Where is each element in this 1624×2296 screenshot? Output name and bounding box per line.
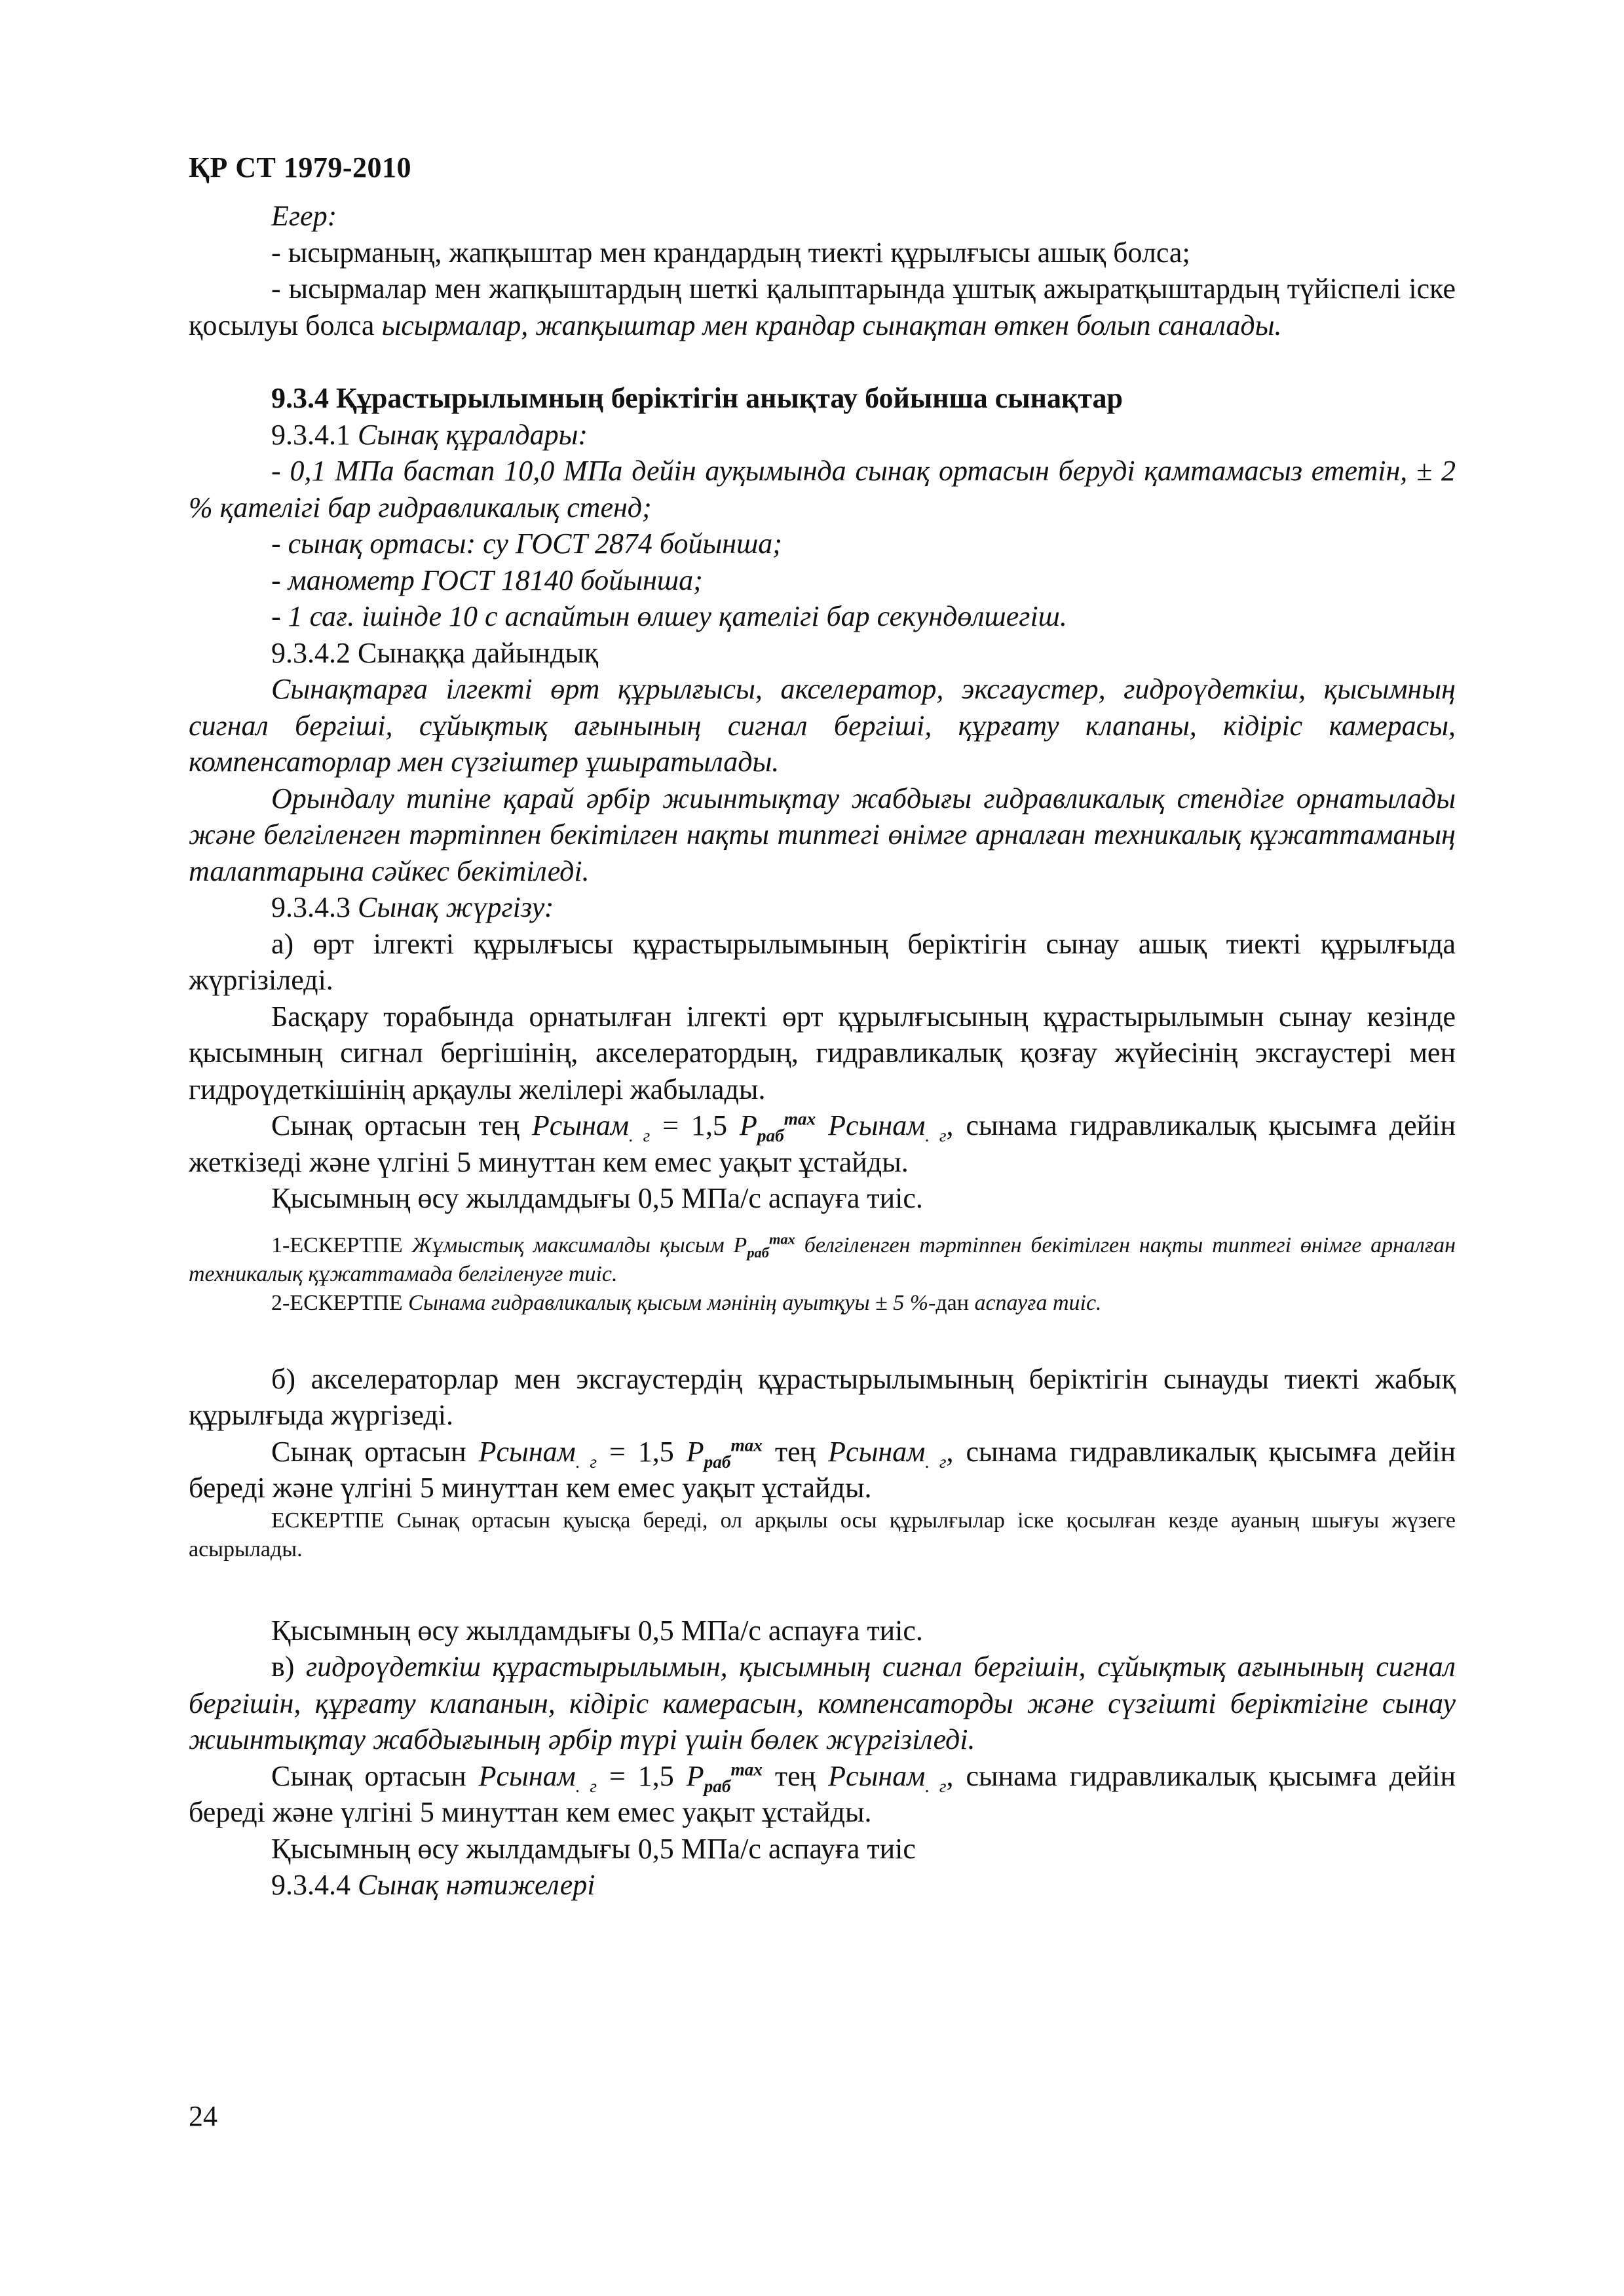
procedure-item-a-formula — [189, 1107, 1456, 1180]
document-page — [189, 0, 1456, 2296]
subsection-preparation: 9.3.4.2 Сынаққа дайындық — [271, 636, 599, 669]
formula-subscript: раб — [757, 1125, 784, 1145]
formula-symbol: Рсынам — [531, 1109, 630, 1141]
subsection-title: Сынақ нәтижелері — [358, 1869, 595, 1901]
preparation-text: Сынақтарға ілгекті өрт құрылғысы, акселератор, эксгаустер, гидроүдеткіш, қысымның сигнал бергіші, сұйықтық ағынының сигнал бергіші, құрғату клапаны, кідіріс камерасы, компенсаторлар мен сүзгіштер ұшыратылады. — [189, 673, 1456, 778]
note-label: 1-ЕСКЕРТПЕ — [271, 1233, 412, 1257]
condition-2-result: ысырмалар, жапқыштар мен крандар сынақтан өткен болып саналады. — [381, 309, 1282, 341]
procedure-item-c-rate: Қысымның өсу жылдамдығы 0,5 МПа/с аспауға тиіс — [271, 1832, 916, 1865]
procedure-item-b-formula — [189, 1434, 1456, 1506]
procedure-item-c — [189, 1649, 1456, 1758]
formula-subscript: раб — [747, 1244, 769, 1261]
paragraph-if — [189, 198, 1456, 235]
formula-text: = 1,5 — [597, 1435, 687, 1468]
section-title: 9.3.4 Құрастырылымның беріктігін анықтау бойынша сынақтар — [271, 382, 1123, 414]
formula-subscript: раб — [704, 1451, 731, 1472]
procedure-item-c-formula — [189, 1758, 1456, 1831]
formula-text: = 1,5 — [650, 1109, 740, 1141]
note-3: ЕСКЕРТПЕ Сынақ ортасын қуысқа береді, ол арқылы осы құрылғылар іске қосылған кезде ауаның шығуы жүзеге асырылады. — [189, 1508, 1456, 1561]
tool-item-4 — [189, 598, 1456, 635]
tool-item-text: - 0,1 МПа бастап 10,0 МПа дейін ауқымында сынақ ортасын беруді қамтамасыз ететін, ± 2 % қателігі бар гидравликалық стенд; — [189, 455, 1456, 524]
formula-superscript: max — [784, 1109, 816, 1129]
formula-text: , сынама гидравликалық қысымға дейін жеткізеді және үлгіні 5 минуттан кем емес уақыт ұстайды. — [189, 1109, 1456, 1178]
formula-subscript: . г — [629, 1125, 651, 1145]
preparation-text: Орындалу типіне қарай әрбір жиынтықтау жабдығы гидравликалық стендіге орнатылады және белгіленген тәртіппен бекітілген нақты типтегі өнімге арналған техникалық құжаттаманың талаптарына сәйкес бекітіледі. — [189, 782, 1456, 887]
subsection-procedure — [189, 889, 1456, 926]
tool-item-1 — [189, 453, 1456, 526]
note-text: белгіленген тәртіппен бекітілген нақты типтегі өнімге арналған техникалық құжаттамада белгіленуге тиіс. — [189, 1233, 1456, 1286]
note-label: 2-ЕСКЕРТПЕ — [271, 1290, 409, 1315]
procedure-item-a-detail: Басқару торабында орнатылған ілгекті өрт құрылғысының құрастырылымын сынау кезінде қысымның сигнал бергішінің, акселератордың, гидравликалық қозғау жүйесінің эксгаустері мен гидроүдеткішінің арқаулы желілері жабылады. — [189, 1000, 1456, 1105]
formula-subscript: . г — [925, 1776, 947, 1796]
subsection-tools — [189, 417, 1456, 453]
formula-text: , сынама гидравликалық қысымға дейін береді және үлгіні 5 минуттан кем емес уақыт ұстайды. — [189, 1435, 1456, 1504]
formula-subscript: . г — [575, 1776, 597, 1796]
formula-text: Сынақ ортасын тең — [271, 1109, 532, 1141]
formula-symbol: Р — [733, 1233, 747, 1257]
formula-superscript: max — [730, 1434, 763, 1455]
if-label: Егер: — [271, 200, 337, 232]
note-text: Сынама гидравликалық қысым мәнінің ауытқуы ± 5 % — [408, 1290, 929, 1315]
tool-item-3 — [189, 562, 1456, 599]
formula-text: = 1,5 — [597, 1759, 687, 1792]
formula-symbol: Рсынам — [828, 1435, 926, 1468]
note-2 — [189, 1289, 1456, 1318]
formula-superscript: max — [768, 1231, 795, 1248]
formula-symbol: Рсынам — [478, 1435, 576, 1468]
formula-symbol: Рсынам — [478, 1759, 576, 1792]
formula-symbol: Р — [686, 1759, 704, 1792]
subsection-title: Сынақ жүргізу: — [358, 891, 554, 923]
procedure-item-b: б) акселераторлар мен эксгаустердің құрастырылымының беріктігін сынауды тиекті жабық құрылғыда жүргізеді. — [189, 1362, 1456, 1431]
document-code: ҚР СТ 1979-2010 — [189, 151, 412, 183]
tool-item-2 — [189, 526, 1456, 562]
paragraph-condition-2 — [189, 271, 1456, 343]
formula-symbol: Рсынам — [828, 1109, 926, 1141]
paragraph-condition-1: - ысырманың, жапқыштар мен крандардың тиекті құрылғысы ашық болса; — [271, 236, 1190, 269]
note-1 — [189, 1231, 1456, 1289]
preparation-paragraph-2 — [189, 780, 1456, 890]
formula-symbol: Р — [739, 1109, 757, 1141]
formula-subscript: . г — [575, 1451, 597, 1472]
page-number: 24 — [189, 2100, 217, 2132]
formula-subscript: . г — [925, 1125, 947, 1145]
formula-subscript: . г — [925, 1451, 947, 1472]
subsection-title: Сынақ құралдары: — [358, 418, 588, 451]
note-text: Жұмыстық максималды қысым — [411, 1233, 734, 1257]
formula-text: Сынақ ортасын — [271, 1759, 479, 1792]
preparation-paragraph-1 — [189, 671, 1456, 780]
formula-text: тең — [762, 1759, 829, 1792]
tool-item-text: - манометр ГОСТ 18140 бойынша; — [271, 564, 703, 596]
formula-subscript: раб — [704, 1776, 731, 1796]
formula-superscript: max — [730, 1759, 763, 1779]
formula-text: тең — [762, 1435, 829, 1468]
formula-text: , сынама гидравликалық қысымға дейін береді және үлгіні 5 минуттан кем емес уақыт ұстайды. — [189, 1759, 1456, 1828]
item-label: в) — [271, 1651, 306, 1683]
procedure-item-a: а) өрт ілгекті құрылғысы құрастырылымының беріктігін сынау ашық тиекті құрылғыда жүргізіледі. — [189, 927, 1456, 996]
document-body — [189, 198, 1456, 1904]
procedure-item-a-rate: Қысымның өсу жылдамдығы 0,5 МПа/с аспауға тиіс. — [271, 1182, 923, 1214]
formula-text: Сынақ ортасын — [271, 1435, 479, 1468]
subsection-number: 9.3.4.1 — [271, 418, 358, 451]
formula-text — [816, 1109, 828, 1141]
tool-item-text: - 1 сағ. ішінде 10 с аспайтын өлшеу қателігі бар секундөлшегіш. — [271, 600, 1067, 632]
note-text: -дан — [928, 1290, 975, 1315]
note-text: аспауға тиіс. — [974, 1290, 1102, 1315]
procedure-item-c-text: гидроүдеткіш құрастырылымын, қысымның сигнал бергішін, сұйықтық ағынының сигнал бергішін, құрғату клапанын, кідіріс камерасын, компенсаторды және сүзгішті беріктігіне сынау жиынтықтау жабдығының әрбір түрі үшін бөлек жүргізіледі. — [189, 1651, 1456, 1755]
tool-item-text: - сынақ ортасы: су ГОСТ 2874 бойынша; — [271, 527, 782, 560]
condition-2-text: - ысырмалар мен жапқыштардың шеткі қалыптарында ұштық ажыратқыштардың түйіспелі іске қосылуы болса — [189, 273, 1456, 341]
formula-symbol: Рсынам — [828, 1759, 926, 1792]
formula-symbol: Р — [686, 1435, 704, 1468]
subsection-number: 9.3.4.3 — [271, 891, 358, 923]
procedure-item-b-rate: Қысымның өсу жылдамдығы 0,5 МПа/с аспауға тиіс. — [271, 1614, 923, 1647]
subsection-results — [189, 1867, 1456, 1904]
subsection-number: 9.3.4.4 — [271, 1869, 358, 1901]
